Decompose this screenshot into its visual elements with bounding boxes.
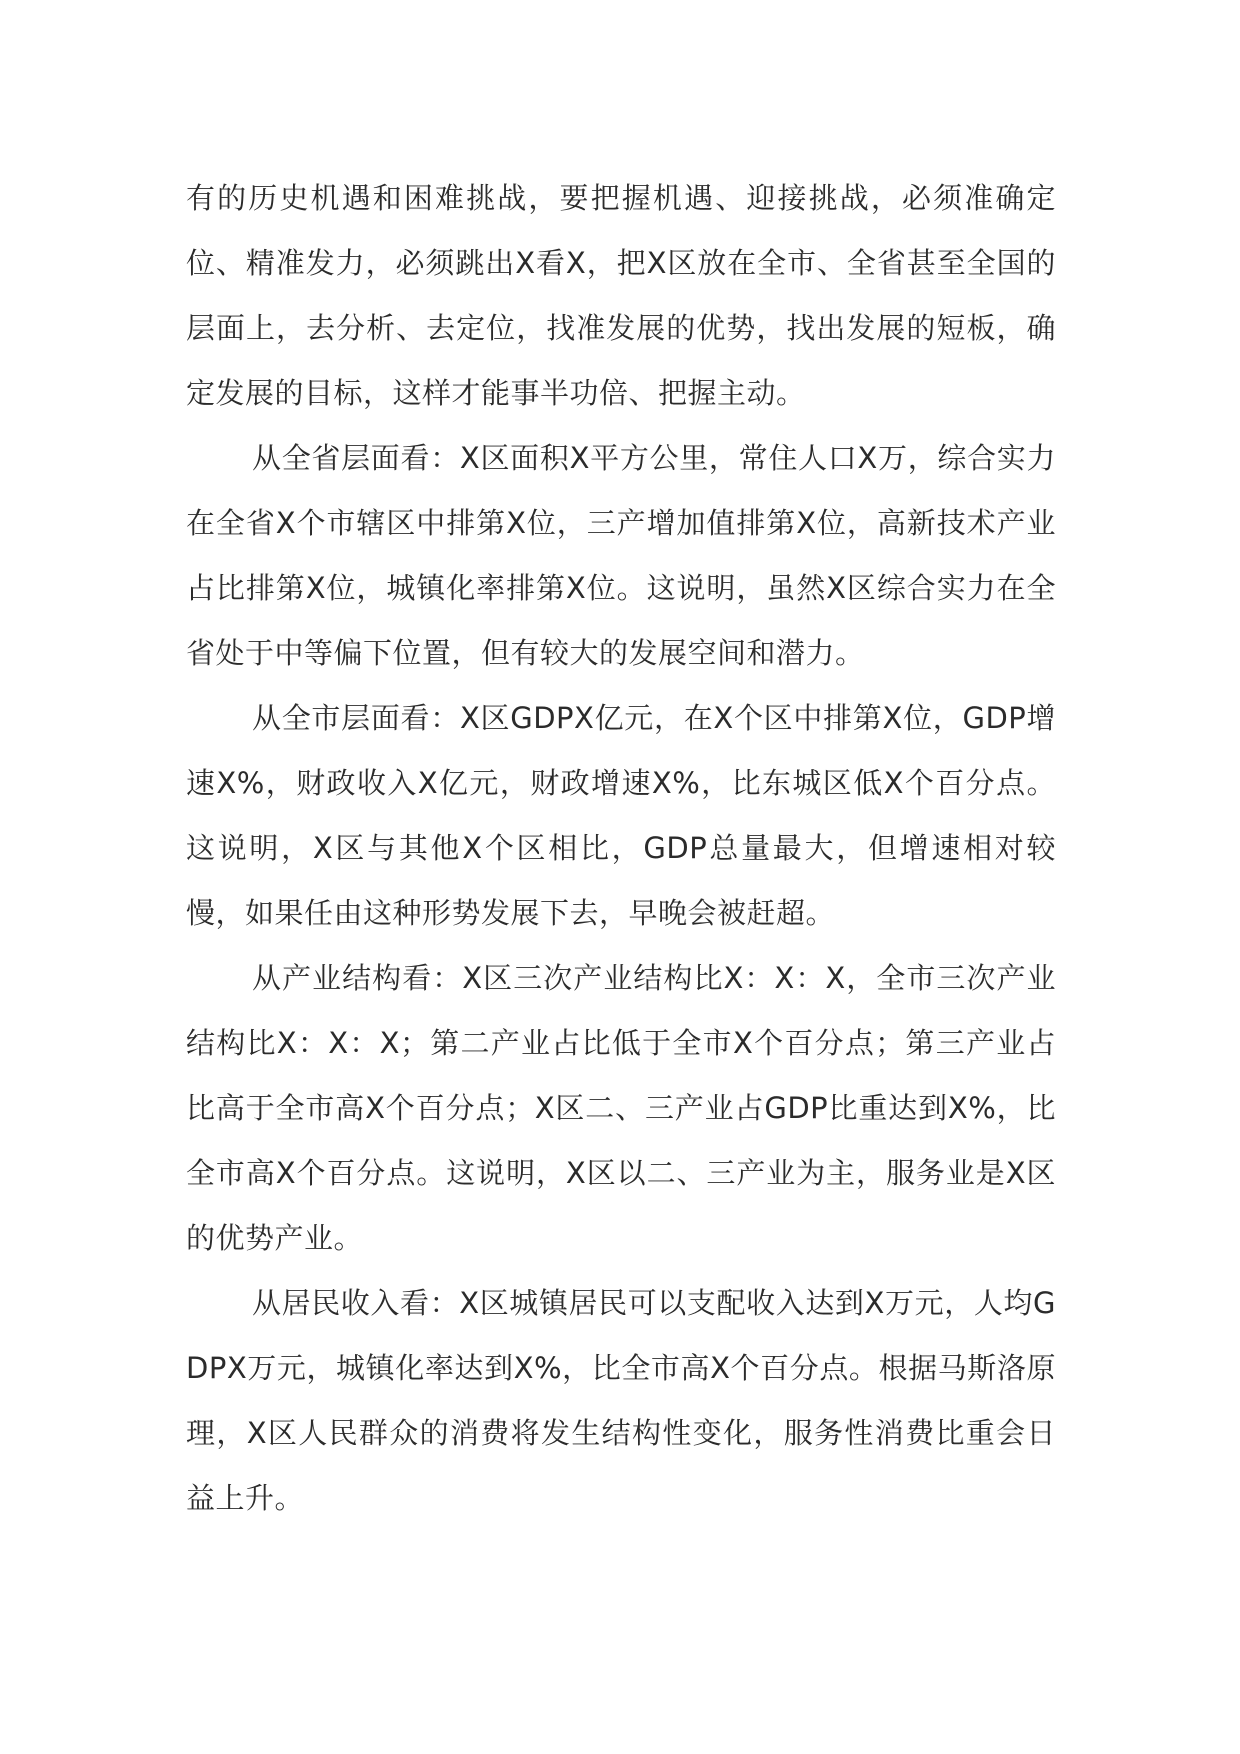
paragraph-province-level: 从全省层面看：X区面积X平方公里，常住人口X万，综合实力在全省X个市辖区中排第X位，三产增加值排第X位，高新技术产业占比排第X位，城镇化率排第X位。这说明，虽然X区综合实力在全省处于中等偏下位置，但有较大的发展空间和潜力。 (186, 441, 1056, 670)
paragraph-industry-structure: 从产业结构看：X区三次产业结构比X：X：X，全市三次产业结构比X：X：X；第二产业占比低于全市X个百分点；第三产业占比高于全市高X个百分点；X区二、三产业占GDP比重达到X%，比全市高X个百分点。这说明，X区以二、三产业为主，服务业是X区的优势产业。 (186, 961, 1056, 1255)
paragraph-city-level: 从全市层面看：X区GDPX亿元，在X个区中排第X位，GDP增速X%，财政收入X亿元，财政增速X%，比东城区低X个百分点。这说明，X区与其他X个区相比，GDP总量最大，但增速相对较慢，如果任由这种形势发展下去，早晚会被赶超。 (186, 701, 1056, 930)
paragraph-continuation: 有的历史机遇和困难挑战，要把握机遇、迎接挑战，必须准确定位、精准发力，必须跳出X看X，把X区放在全市、全省甚至全国的层面上，去分析、去定位，找准发展的优势，找出发展的短板，确定发展的目标，这样才能事半功倍、把握主动。 (186, 181, 1056, 410)
paragraph-resident-income: 从居民收入看：X区城镇居民可以支配收入达到X万元，人均GDPX万元，城镇化率达到X%，比全市高X个百分点。根据马斯洛原理，X区人民群众的消费将发生结构性变化，服务性消费比重会日益上升。 (186, 1286, 1056, 1515)
document-body (186, 166, 1056, 1531)
